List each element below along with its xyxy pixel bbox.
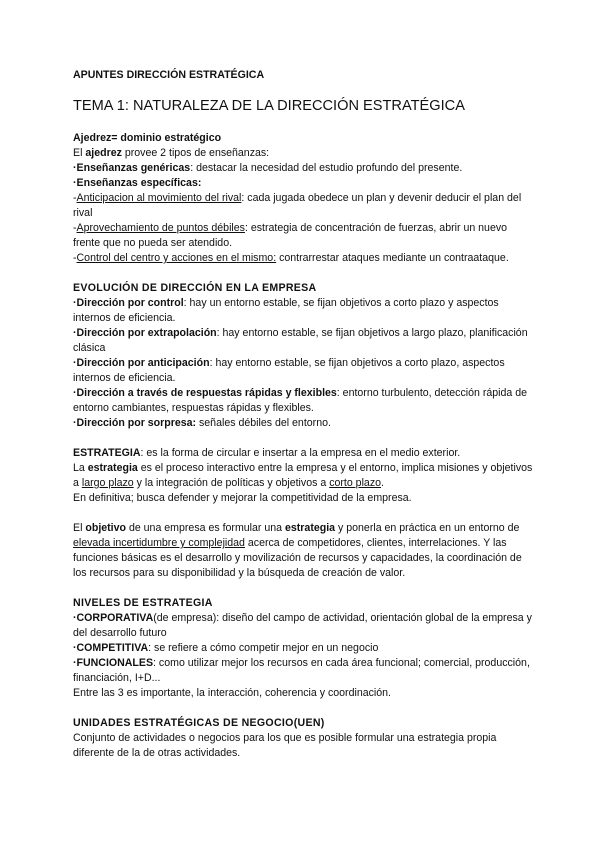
uen-text: Conjunto de actividades o negocios para los que es posible formular una estrategia propia diferente de la de otras actividades. <box>73 732 497 759</box>
ajedrez-item-3: -Control del centro y acciones en el mismo: contrarrestar ataques mediante un contraataque. <box>73 252 509 264</box>
ajedrez-item-1: -Anticipacion al movimiento del rival: cada jugada obedece un plan y devenir deducir el plan del rival <box>73 192 522 219</box>
niveles-closing: Entre las 3 es importante, la interacción, coherencia y coordinación. <box>73 687 391 699</box>
niveles-item: ·FUNCIONALES: como utilizar mejor los recursos en cada área funcional; comercial, producción, financiación, I+D... <box>73 657 530 684</box>
evolucion-item: ·Dirección por control: hay un entorno estable, se fijan objetivos a corto plazo y aspectos internos de eficiencia. <box>73 297 499 324</box>
evolucion-item: ·Dirección por sorpresa: señales débiles del entorno. <box>73 417 331 429</box>
estrategia-summary: En definitiva; busca defender y mejorar la competitividad de la empresa. <box>73 492 412 504</box>
objetivo-paragraph: El objetivo de una empresa es formular una estrategia y ponerla en práctica en un entorno de elevada incertidumbre y complejidad acerca de competidores, clientes, interrelaciones. Y las funciones básicas es el desarrollo y movilización de recursos y capacidades, la coordinación de los recursos para su disponibilidad y la búsqueda de creación de valor. <box>73 522 522 579</box>
document-title: APUNTES DIRECCIÓN ESTRATÉGICA <box>73 69 265 81</box>
evolucion-item: ·Dirección por extrapolación: hay entorno estable, se fijan objetivos a largo plazo, planificación clásica <box>73 327 528 354</box>
niveles-item: ·COMPETITIVA: se refiere a cómo competir mejor en un negocio <box>73 642 379 654</box>
uen-heading: UNIDADES ESTRATÉGICAS DE NEGOCIO(UEN) <box>73 717 325 729</box>
niveles-item: ·CORPORATIVA(de empresa): diseño del campo de actividad, orientación global de la empresa y del desarrollo futuro <box>73 612 532 639</box>
evolucion-item: ·Dirección por anticipación: hay entorno estable, se fijan objetivos a corto plazo, aspectos internos de eficiencia. <box>73 357 505 384</box>
evolucion-heading: EVOLUCIÓN DE DIRECCIÓN EN LA EMPRESA <box>73 282 317 294</box>
estrategia-process: La estrategia es el proceso interactivo entre la empresa y el entorno, implica misiones y objetivos a largo plazo y la integración de políticas y objetivos a corto plazo. <box>73 462 533 489</box>
document-page <box>73 68 535 761</box>
ajedrez-heading: Ajedrez= dominio estratégico <box>73 132 222 144</box>
ensenanzas-especificas: ·Enseñanzas específicas: <box>73 177 202 189</box>
ajedrez-intro: El ajedrez provee 2 tipos de enseñanzas: <box>73 147 270 159</box>
estrategia-definition: ESTRATEGIA: es la forma de circular e insertar a la empresa en el medio exterior. <box>73 447 461 459</box>
ajedrez-item-2: -Aprovechamiento de puntos débiles: estrategia de concentración de fuerzas, abrir un nuevo frente que no pueda ser atendido. <box>73 222 508 249</box>
ensenanzas-genericas: ·Enseñanzas genéricas: destacar la necesidad del estudio profundo del presente. <box>73 162 463 174</box>
evolucion-item: ·Dirección a través de respuestas rápidas y flexibles: entorno turbulento, detección rápida de entorno cambiantes, respuestas rápidas y flexibles. <box>73 387 528 414</box>
niveles-heading: NIVELES DE ESTRATEGIA <box>73 597 213 609</box>
tema-title: TEMA 1: NATURALEZA DE LA DIRECCIÓN ESTRATÉGICA <box>73 98 465 114</box>
